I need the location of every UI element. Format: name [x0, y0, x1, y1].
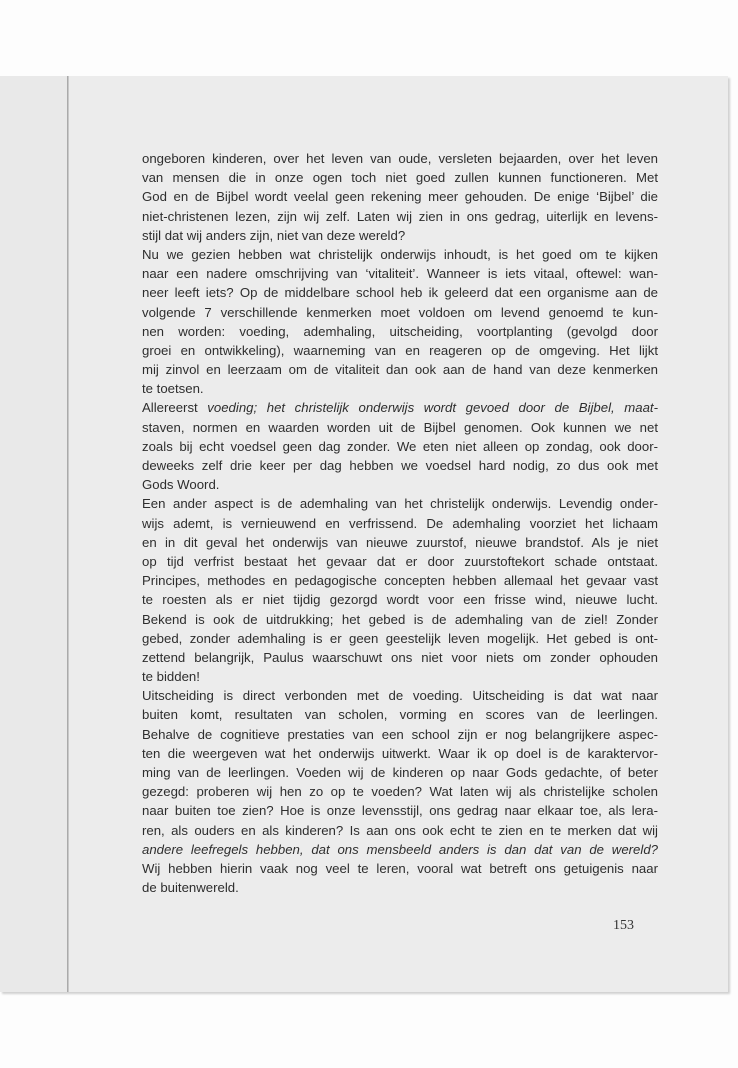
text-segment: zoals bij echt voedsel geen dag zonder. We eten niet alleen op zondag, ook door- [142, 438, 658, 454]
text-line [142, 494, 658, 513]
text-segment: Gods Woord. [142, 477, 220, 493]
text-line [142, 456, 658, 475]
text-segment: neer leeft iets? Op de middelbare school heb ik geleerd dat een organisme aan de [142, 285, 658, 301]
text-line [142, 514, 658, 533]
text-segment: Bekend is ook de uitdrukking; het gebed is de ademhaling van de ziel! Zonder [142, 611, 658, 627]
page-number: 153 [613, 918, 634, 933]
text-segment: ten die weergeven wat het onderwijs uitwerkt. Waar ik op doel is de karaktervor- [142, 745, 658, 761]
text-line [142, 782, 658, 801]
previous-page-edge [0, 76, 67, 992]
text-line [142, 149, 658, 168]
text-segment: ming van de leerlingen. Voeden wij de kinderen op naar Gods gedachte, of beter [142, 765, 658, 780]
text-segment: deweeks zelf drie keer per dag hebben we voedsel hard nodig, zo dus ook met [142, 458, 658, 473]
text-segment: Uitscheiding is direct verbonden met de voeding. Uitscheiding is dat wat naar [142, 688, 658, 704]
text-line [142, 168, 658, 187]
text-line [142, 226, 658, 245]
text-segment: zettend belangrijk, Paulus waarschuwt ons niet voor niets om zonder ophouden [142, 649, 658, 665]
text-line [142, 437, 658, 456]
text-segment: buiten komt, resultaten van scholen, vorming en scores van de leerlingen. [142, 707, 658, 723]
text-segment: ren, als ouders en als kinderen? Is aan ons ook echt te zien en te merken dat wij [142, 822, 658, 838]
text-segment: en in dit geval het onderwijs van nieuwe zuurstof, nieuwe brandstof. Als je niet [142, 534, 658, 550]
paragraph [142, 686, 658, 897]
text-line [142, 245, 658, 264]
text-line [142, 648, 658, 667]
text-segment: te toetsen. [142, 381, 204, 397]
text-segment: de buitenwereld. [142, 880, 239, 896]
text-segment: Wij hebben hierin vaak nog veel te leren, vooral wat betreft ons getuigenis naar [142, 860, 658, 876]
text-line [142, 763, 658, 782]
text-line [142, 207, 658, 226]
text-line [142, 418, 658, 437]
text-segment: niet-christenen lezen, zijn wij zelf. Laten wij zien in ons gedrag, uiterlijk en levens- [142, 208, 658, 224]
text-segment: stijl dat wij anders zijn, niet van deze wereld? [142, 227, 406, 243]
body-text [142, 149, 658, 897]
text-line [142, 341, 658, 360]
text-line [142, 667, 658, 686]
paragraph [142, 398, 658, 494]
text-segment: gebed, zonder ademhaling is er geen geestelijk leven mogelijk. Het gebed is ont- [142, 630, 658, 646]
text-segment: te roesten als er niet tijdig gezorgd wordt voor een frisse wind, nieuwe lucht. [142, 592, 658, 608]
text-line [142, 878, 658, 897]
text-line [142, 859, 658, 878]
paragraph [142, 494, 658, 686]
text-line [142, 725, 658, 744]
text-segment: mij zinvol en leerzaam om de vitaliteit dan ook aan de hand van deze kenmerken [142, 362, 658, 378]
text-segment: naar een nadere omschrijving van ‘vitaliteit’. Wanneer is iets vitaal, oftewel: wan- [142, 266, 658, 282]
text-line [142, 187, 658, 206]
paragraph [142, 245, 658, 399]
text-segment: op tijd verfrist bestaat het gevaar dat er door zuurstoftekort schade ontstaat. [142, 553, 658, 569]
text-line [142, 801, 658, 820]
italic-text: andere leefregels hebben, dat ons mensbeeld anders is dan dat van de wereld? [142, 841, 658, 857]
text-segment: nen worden: voeding, ademhaling, uitscheiding, voortplanting (gevolgd door [142, 323, 658, 339]
text-segment: Principes, methodes en pedagogische concepten hebben allemaal het gevaar vast [142, 573, 658, 589]
text-segment: te bidden! [142, 669, 200, 685]
text-line [142, 264, 658, 283]
text-line [142, 705, 658, 724]
text-line [142, 840, 658, 859]
text-line [142, 475, 658, 494]
text-segment: Behalve de cognitieve prestaties van een school zijn er nog belangrijkere aspec- [142, 726, 658, 742]
text-line [142, 322, 658, 341]
text-line [142, 533, 658, 552]
italic-text: voeding; het christelijk onderwijs wordt gevoed door de Bijbel, maat- [207, 400, 658, 416]
text-segment: van mensen die in onze ogen toch niet goed zullen kunnen functioneren. Met [142, 170, 658, 186]
text-segment: God en de Bijbel wordt veelal geen rekening meer gehouden. De enige ‘Bijbel’ die [142, 189, 658, 205]
text-segment: volgende 7 verschillende kenmerken moet voldoen om levend genoemd te kun- [142, 304, 658, 320]
text-line [142, 590, 658, 609]
text-line [142, 821, 658, 840]
book-spine [67, 76, 69, 992]
text-segment: groei en ontwikkeling), waarneming van en reageren op de omgeving. Het lijkt [142, 342, 658, 358]
text-line [142, 379, 658, 398]
text-segment: Een ander aspect is de ademhaling van het christelijk onderwijs. Levendig onder- [142, 496, 658, 512]
text-line [142, 571, 658, 590]
text-line [142, 552, 658, 571]
text-segment: Nu we gezien hebben wat christelijk onderwijs inhoudt, is het goed om te kijken [142, 246, 658, 262]
text-line [142, 360, 658, 379]
text-segment: Allereerst [142, 400, 208, 416]
text-segment: ongeboren kinderen, over het leven van oude, versleten bejaarden, over het leven [142, 151, 658, 166]
text-line [142, 610, 658, 629]
text-line [142, 629, 658, 648]
text-line [142, 303, 658, 322]
text-line [142, 398, 658, 417]
text-line [142, 283, 658, 302]
text-line [142, 744, 658, 763]
text-segment: wijs ademt, is vernieuwend en verfrissend. De ademhaling voorziet het lichaam [142, 515, 658, 531]
text-line [142, 686, 658, 705]
text-segment: staven, normen en waarden worden uit de Bijbel genomen. Ook kunnen we net [142, 419, 658, 435]
paragraph [142, 149, 658, 245]
text-segment: gezegd: proberen wij hen zo op te voeden? Wat laten wij als christelijke scholen [142, 784, 658, 800]
text-segment: naar buiten toe zien? Hoe is onze levensstijl, ons gedrag naar elkaar toe, als lera- [142, 803, 658, 819]
